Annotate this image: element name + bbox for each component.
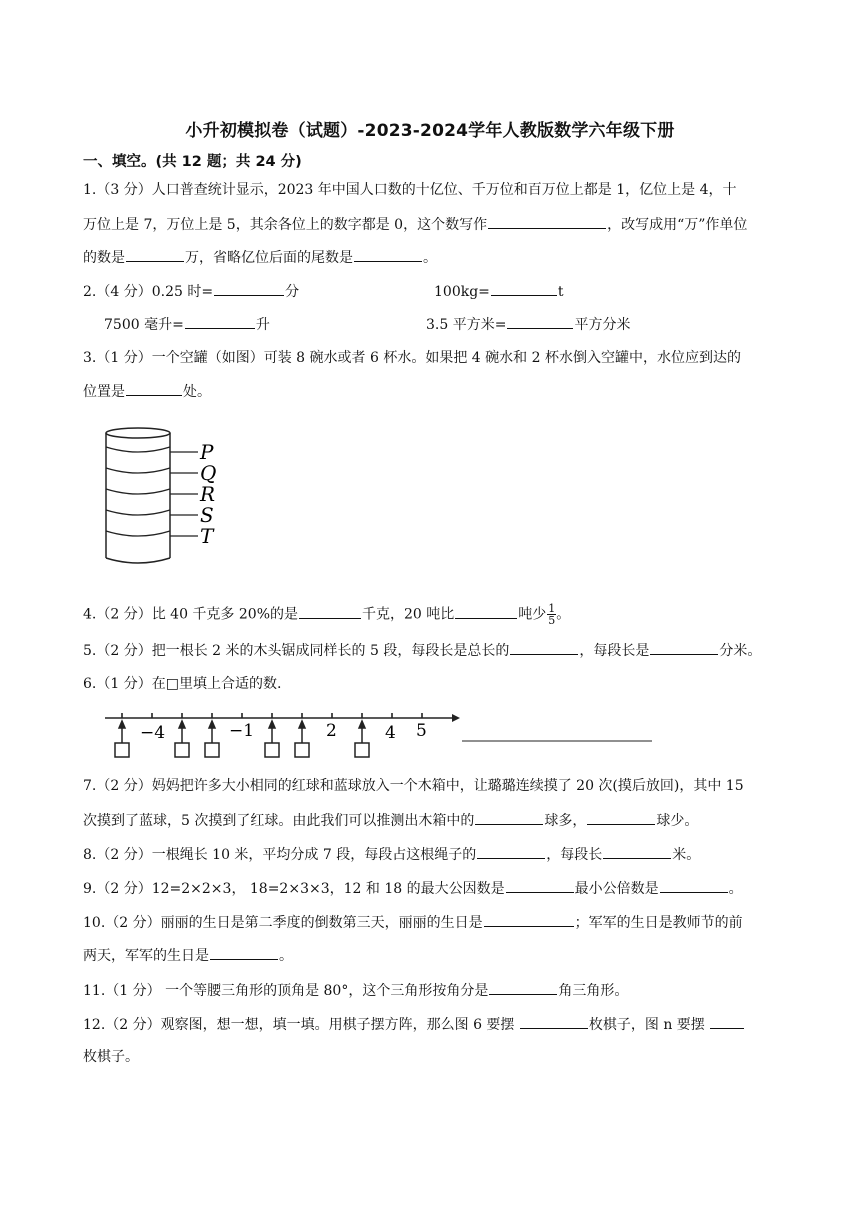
answer-blank[interactable] [210, 945, 278, 960]
can-diagram [100, 420, 230, 570]
fraction-one-fifth [547, 603, 556, 626]
level-label-p: P [200, 440, 214, 464]
q3-text-2b: 处。 [183, 384, 211, 400]
q1-text-2a: 万位上是 7，万位上是 5，其余各位上的数字都是 0，这个数写作 [83, 217, 488, 233]
q5-text-a: 5.（2 分）把一根长 2 米的木头锯成同样长的 5 段，每段长是总长的 [83, 643, 510, 659]
answer-blank[interactable] [660, 878, 728, 893]
q9-text-b: 最小公倍数是 [574, 881, 659, 897]
answer-blank[interactable] [477, 844, 545, 859]
q10-text-1b: ；军军的生日是教师节的前 [574, 915, 743, 931]
question-2-line-2 [104, 314, 270, 335]
q2-text-c2: 升 [255, 317, 270, 333]
answer-blank[interactable] [488, 214, 606, 229]
q10-text-2a: 两天，军军的生日是 [83, 948, 209, 964]
q9-text-a: 9.（2 分）12=2×2×3， 18=2×3×3，12 和 18 的最大公因数是 [83, 881, 505, 897]
question-3-line-2 [83, 381, 211, 402]
question-9 [83, 878, 743, 899]
q4-text-a: 4.（2 分）比 40 千克多 20%的是 [83, 606, 298, 623]
answer-blank[interactable] [491, 281, 557, 296]
q6-text: 6.（1 分）在□里填上合适的数. [83, 676, 282, 692]
question-4 [83, 603, 570, 626]
level-label-t: T [200, 524, 214, 548]
answer-blank[interactable] [587, 810, 655, 825]
q7-text-2b: 球多， [544, 813, 587, 829]
q12-text-1a: 12.（2 分）观察图，想一想，填一填。用棋子摆方阵，那么图 6 要摆 [83, 1017, 519, 1033]
q4-text-c: 吨少 [518, 606, 547, 623]
answer-blank[interactable] [214, 281, 284, 296]
q1-text-3a: 的数是 [83, 250, 125, 266]
q7-text-2c: 球少。 [656, 813, 699, 829]
page-title: 小升初模拟卷（试题）-2023-2024学年人教版数学六年级下册 [185, 121, 675, 141]
q7-text-1: 7.（2 分）妈妈把许多大小相同的红球和蓝球放入一个木箱中，让璐璐连续摸了 20 次(摸后放回)，其中 15 [83, 778, 744, 794]
q10-text-2b: 。 [279, 948, 293, 964]
answer-box[interactable] [355, 743, 369, 757]
tick-label-minus-4: −4 [140, 723, 166, 743]
q11-text-a: 11.（1 分） 一个等腰三角形的顶角是 80°，这个三角形按角分是 [83, 983, 489, 999]
tick-label-2: 2 [326, 721, 337, 741]
question-10-line-2 [83, 945, 293, 966]
answer-box[interactable] [265, 743, 279, 757]
answer-blank[interactable] [489, 980, 557, 995]
q8-text-c: 米。 [672, 847, 701, 863]
answer-blank[interactable] [710, 1014, 744, 1029]
q3-text-1: 3.（1 分）一个空罐（如图）可装 8 碗水或者 6 杯水。如果把 4 碗水和 2 杯水倒入空罐中，水位应到达的 [83, 350, 741, 366]
question-1-line-3 [83, 247, 437, 268]
tick-label-5: 5 [416, 721, 427, 741]
q1-text-1: 1.（3 分）人口普查统计显示，2023 年中国人口数的十亿位、千万位和百万位上都是 1，亿位上是 4，十 [83, 182, 737, 198]
number-line-diagram [100, 705, 660, 765]
level-label-s: S [200, 503, 214, 527]
q11-text-b: 角三角形。 [558, 983, 629, 999]
answer-blank[interactable] [185, 314, 255, 329]
q2-text-b2: t [557, 284, 564, 300]
q2-text-c1: 7500 毫升= [104, 317, 184, 333]
q4-text-b: 千克，20 吨比 [362, 606, 455, 623]
q8-text-a: 8.（2 分）一根绳长 10 米，平均分成 7 段，每段占这根绳子的 [83, 847, 477, 863]
fraction-denominator: 5 [548, 614, 556, 627]
q8-text-b: ，每段长 [546, 847, 603, 863]
question-1-line-1 [83, 180, 737, 200]
section-heading: 一、填空。(共 12 题；共 24 分) [83, 154, 302, 170]
answer-blank[interactable] [603, 844, 671, 859]
level-label-q: Q [200, 461, 217, 485]
q4-text-d: 。 [556, 606, 571, 623]
answer-blank[interactable] [484, 912, 574, 927]
answer-box[interactable] [115, 743, 129, 757]
question-10-line-1 [83, 912, 743, 933]
answer-box[interactable] [205, 743, 219, 757]
answer-blank[interactable] [354, 247, 422, 262]
fraction-numerator: 1 [548, 602, 556, 615]
q2-text-a1: 2.（4 分）0.25 时= [83, 284, 214, 300]
q3-text-2a: 位置是 [83, 384, 125, 400]
question-6 [83, 674, 281, 694]
q12-text-2: 枚棋子。 [83, 1049, 139, 1065]
question-2-line-2b [426, 314, 630, 335]
q1-text-3b: 万，省略亿位后面的尾数是 [185, 250, 353, 266]
question-1-line-2 [83, 214, 747, 235]
answer-blank[interactable] [299, 604, 361, 619]
answer-blank[interactable] [506, 878, 574, 893]
question-3-line-1 [83, 348, 741, 368]
question-12-line-1 [83, 1014, 745, 1035]
q1-text-2b: ，改写成用“万”作单位 [607, 217, 748, 233]
tick-label-4: 4 [385, 723, 396, 743]
answer-box[interactable] [175, 743, 189, 757]
q7-text-2a: 次摸到了蓝球，5 次摸到了红球。由此我们可以推测出木箱中的 [83, 813, 475, 829]
question-7-line-1 [83, 776, 744, 796]
q12-text-1b: 枚棋子，图 n 要摆 [588, 1017, 710, 1033]
question-12-line-2 [83, 1047, 139, 1067]
answer-blank[interactable] [507, 314, 573, 329]
answer-box[interactable] [295, 743, 309, 757]
q5-text-c: 分米。 [719, 643, 762, 659]
q2-text-b1: 100kg= [434, 284, 490, 300]
question-5 [83, 640, 761, 661]
q2-text-d2: 平方分米 [574, 317, 631, 333]
answer-blank[interactable] [126, 381, 182, 396]
q2-text-d1: 3.5 平方米= [426, 317, 507, 333]
question-11 [83, 980, 628, 1001]
q2-text-a2: 分 [285, 284, 300, 300]
answer-blank[interactable] [455, 604, 517, 619]
question-7-line-2 [83, 810, 698, 831]
answer-blank[interactable] [510, 640, 578, 655]
answer-blank[interactable] [475, 810, 543, 825]
question-8 [83, 844, 700, 865]
answer-blank[interactable] [520, 1014, 588, 1029]
level-label-r: R [200, 482, 216, 506]
tick-label-minus-1: −1 [229, 721, 255, 741]
q10-text-1a: 10.（2 分）丽丽的生日是第二季度的倒数第三天，丽丽的生日是 [83, 915, 483, 931]
q5-text-b: ，每段长是 [579, 643, 650, 659]
q9-text-c: 。 [728, 881, 743, 897]
question-2-line-1 [83, 281, 299, 302]
answer-blank[interactable] [126, 247, 184, 262]
q1-text-3c: 。 [423, 250, 437, 266]
answer-blank[interactable] [650, 640, 718, 655]
question-2-line-1b [434, 281, 564, 302]
